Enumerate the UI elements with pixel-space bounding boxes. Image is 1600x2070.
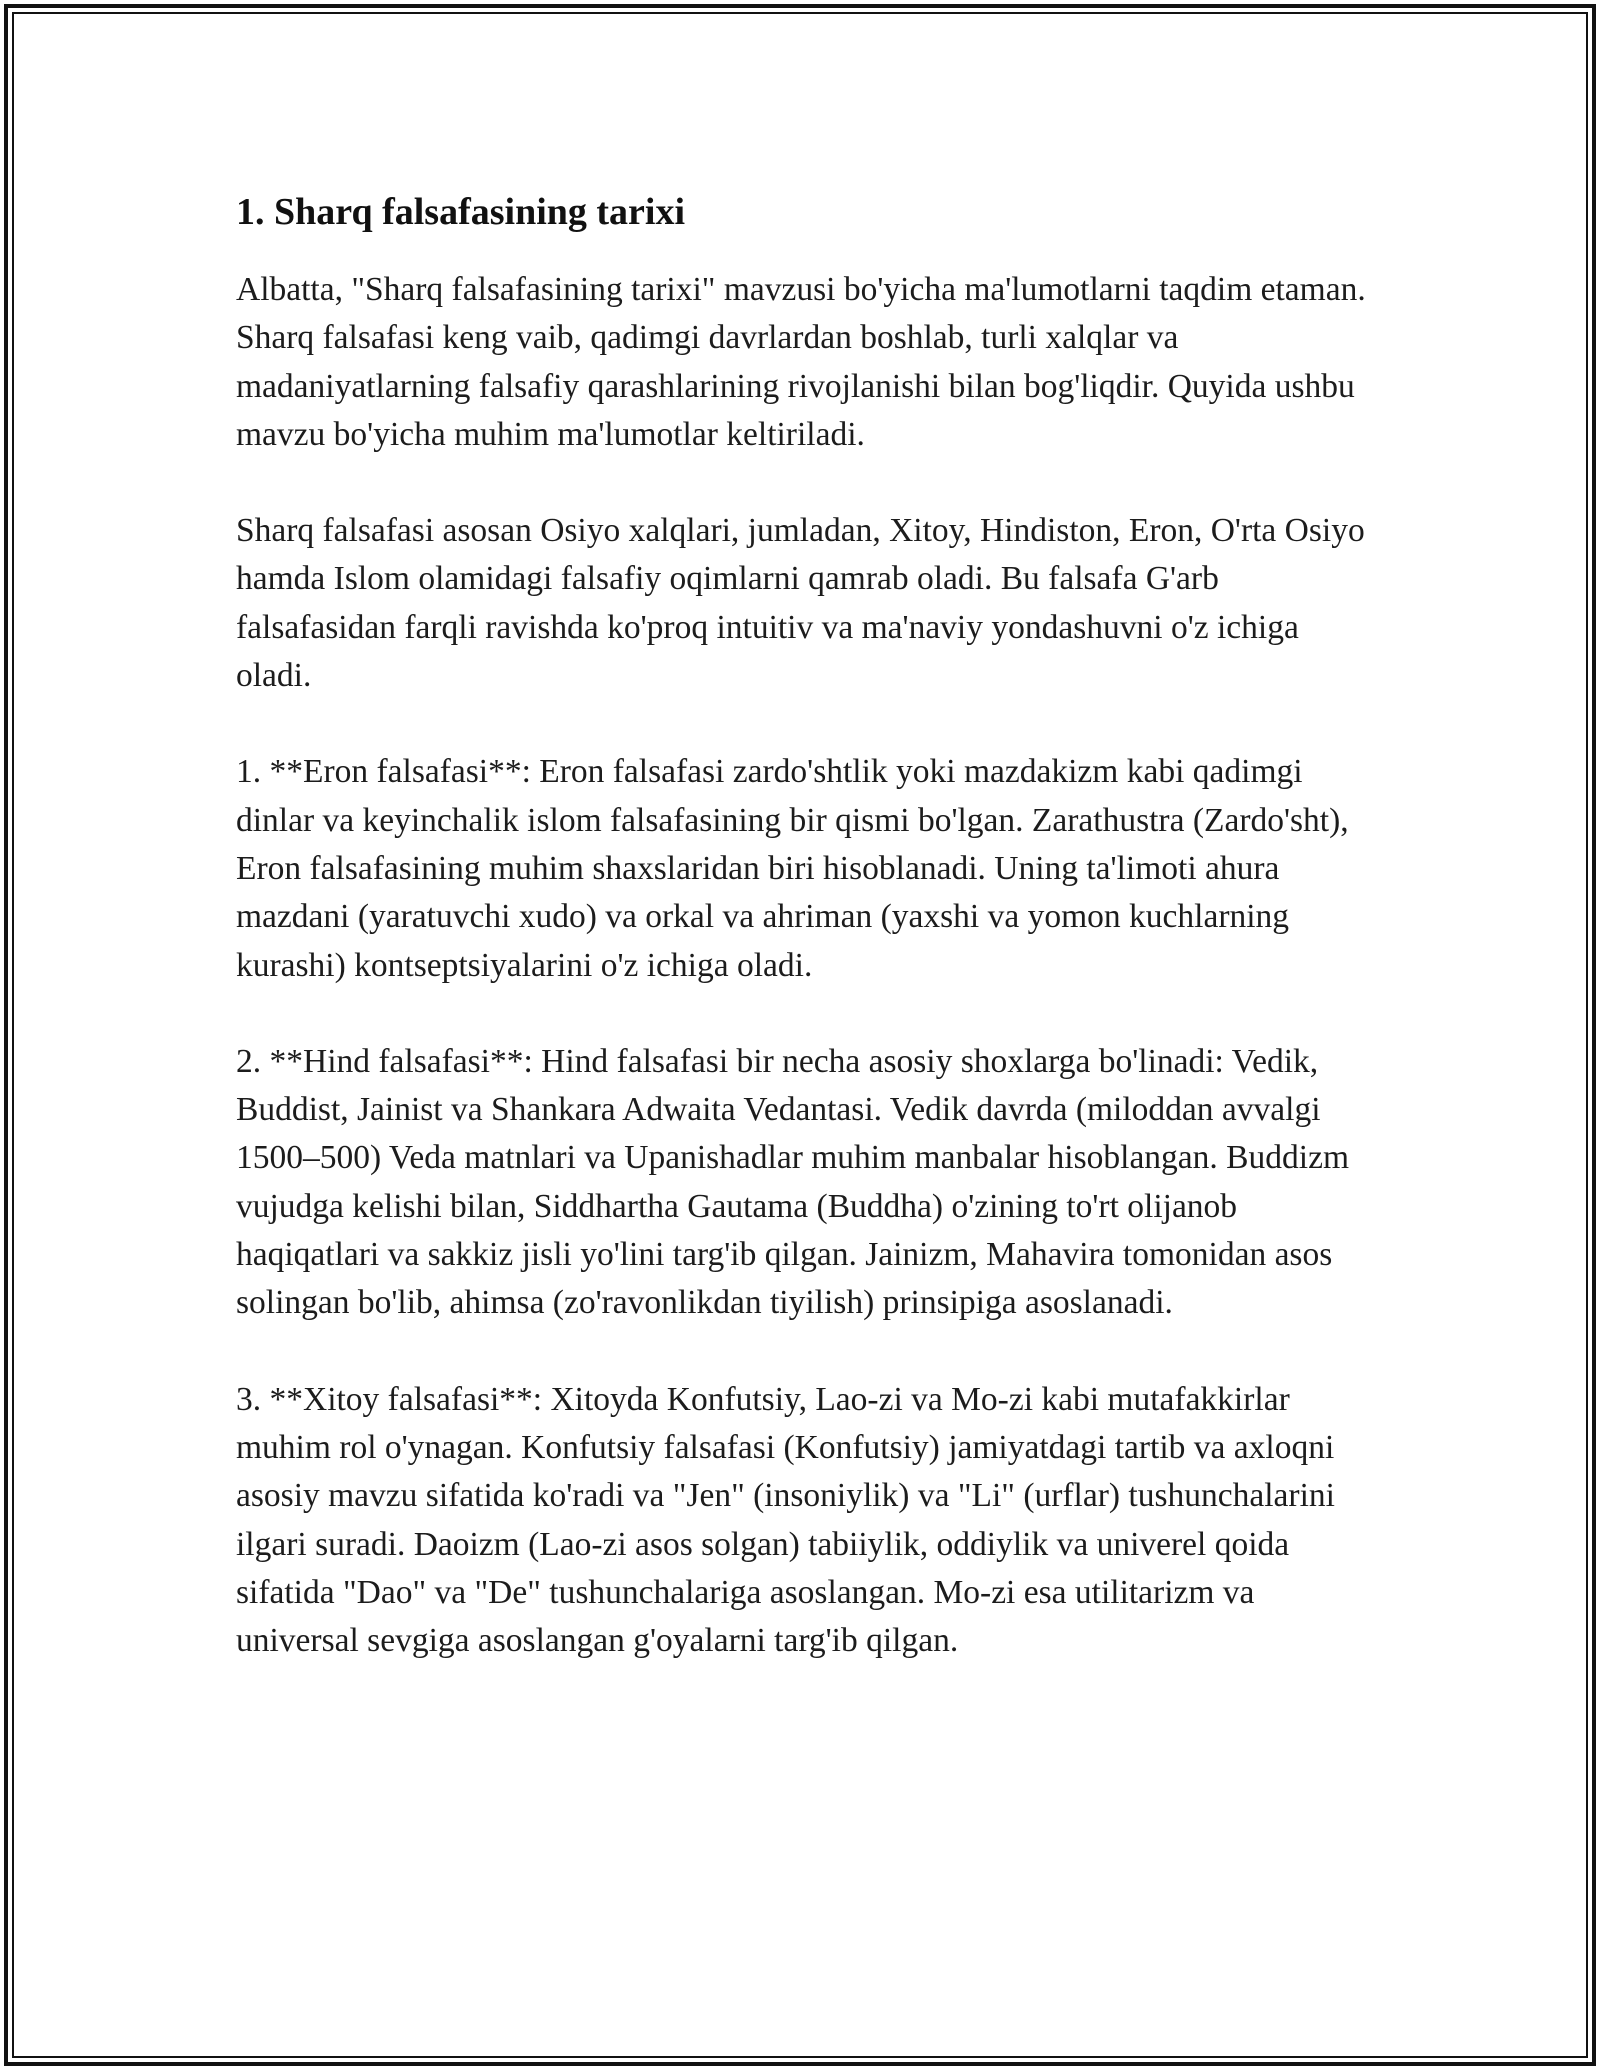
paragraph-intro: Albatta, "Sharq falsafasining tarixi" mavzusi bo'yicha ma'lumotlarni taqdim etaman. Sharq falsafasi keng vaib, qadimgi davrlardan boshlab, turli xalqlar va madaniyatlarning falsafiy qarashlarining rivojlanishi bilan bog'liqdir. Quyida ushbu mavzu bo'yicha muhim ma'lumotlar keltiriladi.	[236, 271, 1366, 453]
page-title: 1. Sharq falsafasining tarixi	[236, 191, 686, 233]
paragraph-iran: 1. **Eron falsafasi**: Eron falsafasi zardo'shtlik yoki mazdakizm kabi qadimgi dinlar va keyinchalik islom falsafasining bir qismi bo'lgan. Zarathustra (Zardo'sht), Eron falsafasining muhim shaxslaridan biri hisoblanadi. Uning ta'limoti ahura mazdani (yaratuvchi xudo) va orkal va ahriman (yaxshi va yomon kuchlarning kurashi) kontseptsiyalarini o'z ichiga oladi.	[236, 753, 1349, 984]
document-body	[236, 188, 1376, 1713]
paragraph-india: 2. **Hind falsafasi**: Hind falsafasi bir necha asosiy shoxlarga bo'linadi: Vedik, Buddist, Jainist va Shankara Adwaita Vedantasi. Vedik davrda (miloddan avvalgi 1500–500) Veda matnlari va Upanishadlar muhim manbalar hisoblangan. Buddizm vujudga kelishi bilan, Siddhartha Gautama (Buddha) o'zining to'rt olijanob haqiqatlari va sakkiz jisli yo'lini targ'ib qilgan. Jainizm, Mahavira tomonidan asos solingan bo'lib, ahimsa (zo'ravonlikdan tiyilish) prinsipiga asoslanadi.	[236, 1042, 1350, 1322]
paragraph-china: 3. **Xitoy falsafasi**: Xitoyda Konfutsiy, Lao-zi va Mo-zi kabi mutafakkirlar muhim rol o'ynagan. Konfutsiy falsafasi (Konfutsiy) jamiyatdagi tartib va axloqni asosiy mavzu sifatida ko'radi va "Jen" (insoniylik) va "Li" (urflar) tushunchalarini ilgari suradi. Daoizm (Lao-zi asos solgan) tabiiylik, oddiylik va univerel qoida sifatida "Dao" va "De" tushunchalariga asoslangan. Mo-zi esa utilitarizm va universal sevgiga asoslangan g'oyalarni targ'ib qilgan.	[236, 1380, 1335, 1660]
paragraph-overview: Sharq falsafasi asosan Osiyo xalqlari, jumladan, Xitoy, Hindiston, Eron, O'rta Osiyo hamda Islom olamidagi falsafiy oqimlarni qamrab oladi. Bu falsafa G'arb falsafasidan farqli ravishda ko'proq intuitiv va ma'naviy yondashuvni o'z ichiga oladi.	[236, 512, 1365, 695]
